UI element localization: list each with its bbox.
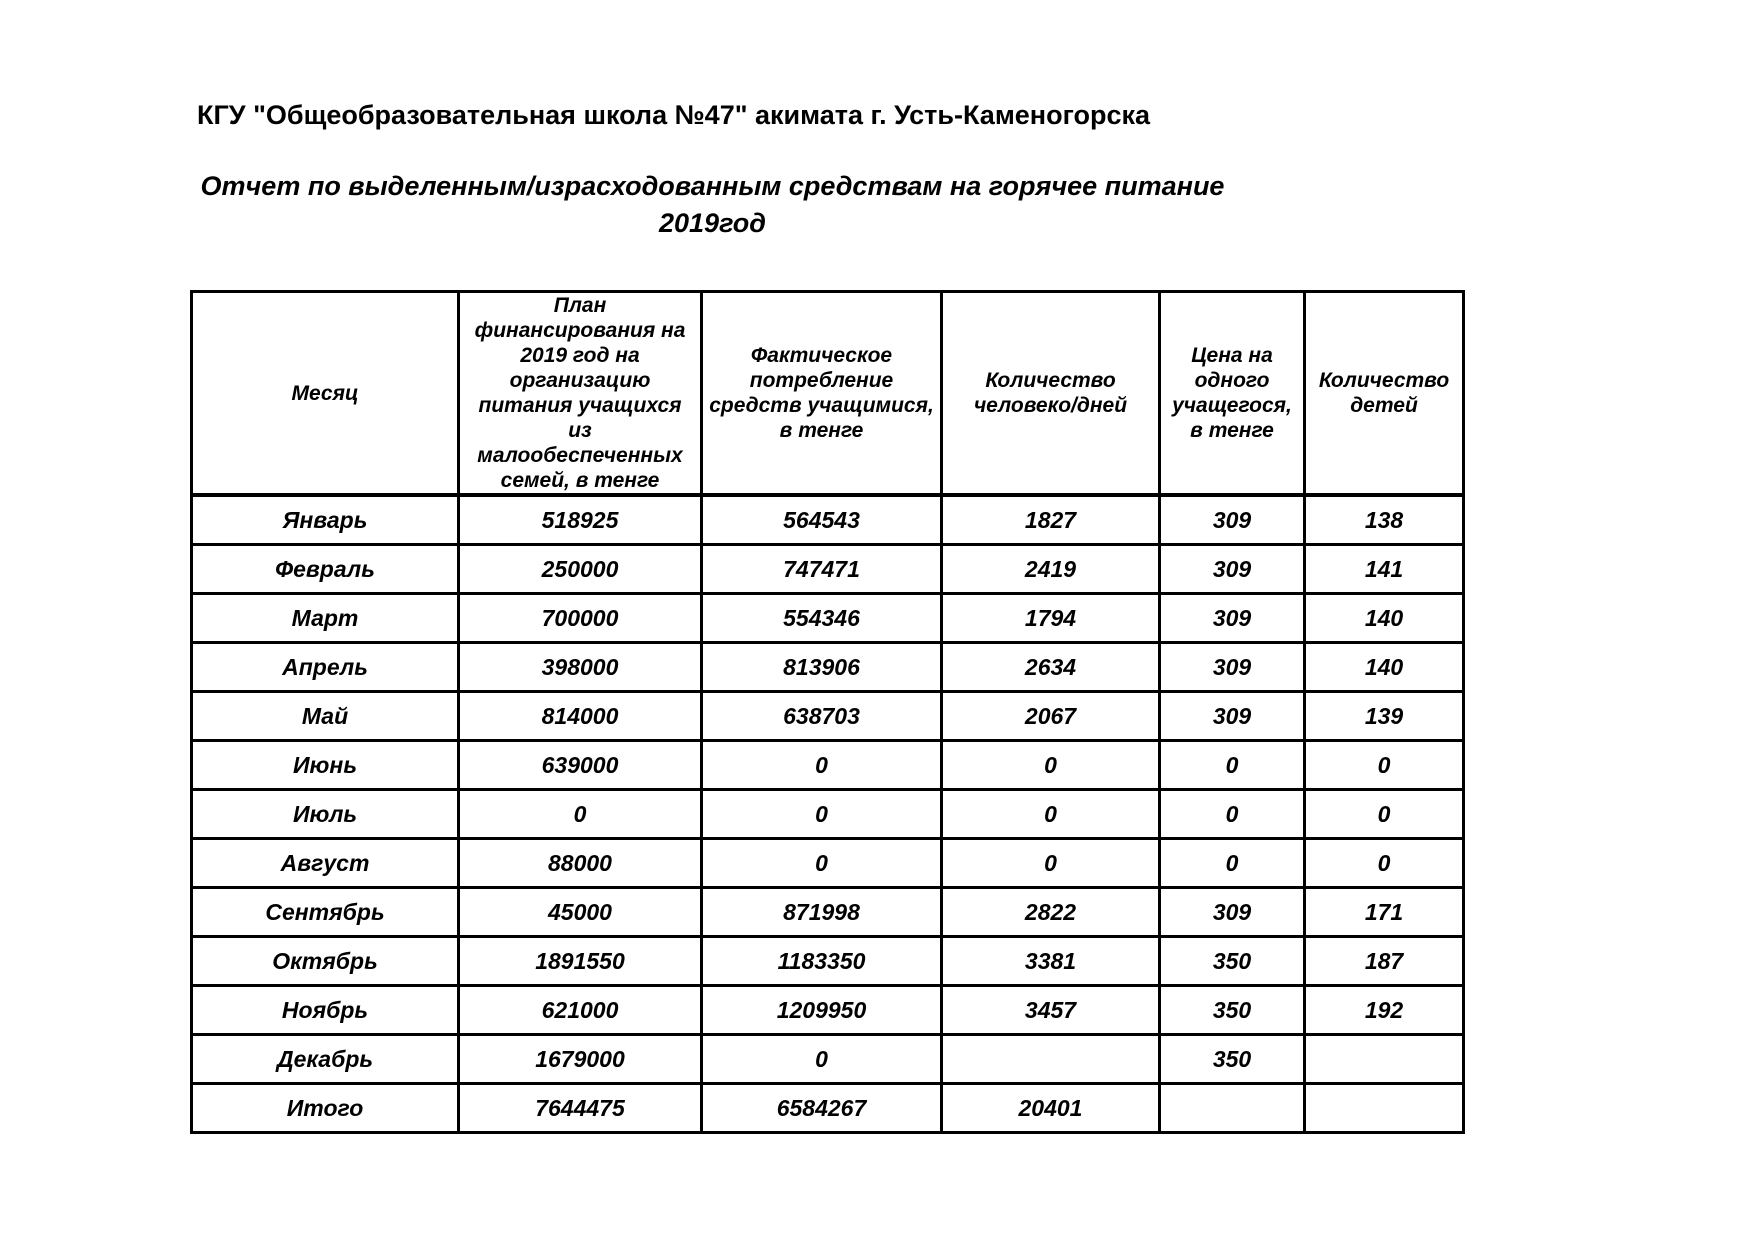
table-cell: 3457 xyxy=(942,986,1160,1035)
table-cell: 1183350 xyxy=(702,937,942,986)
header-row xyxy=(192,292,1464,496)
table-row xyxy=(192,888,1464,937)
table-cell: 747471 xyxy=(702,545,942,594)
table-cell: 398000 xyxy=(459,643,702,692)
month-cell: Март xyxy=(192,594,459,643)
table-cell: 2419 xyxy=(942,545,1160,594)
table-cell: 350 xyxy=(1160,986,1305,1035)
column-header: Количество детей xyxy=(1305,292,1464,496)
table-cell: 1891550 xyxy=(459,937,702,986)
table-row xyxy=(192,495,1464,545)
table-cell: 0 xyxy=(942,741,1160,790)
month-cell: Декабрь xyxy=(192,1035,459,1084)
table-cell: 0 xyxy=(702,790,942,839)
table-cell: 814000 xyxy=(459,692,702,741)
table-cell: 871998 xyxy=(702,888,942,937)
month-cell: Июнь xyxy=(192,741,459,790)
table-cell: 813906 xyxy=(702,643,942,692)
table-row xyxy=(192,1035,1464,1084)
column-header: Месяц xyxy=(192,292,459,496)
table-cell: 20401 xyxy=(942,1084,1160,1133)
table-row xyxy=(192,839,1464,888)
table-cell: 350 xyxy=(1160,937,1305,986)
table-cell: 309 xyxy=(1160,545,1305,594)
table-cell: 250000 xyxy=(459,545,702,594)
table-cell: 0 xyxy=(1305,839,1464,888)
table-cell: 309 xyxy=(1160,888,1305,937)
table-cell: 350 xyxy=(1160,1035,1305,1084)
table-cell: 1827 xyxy=(942,495,1160,545)
table-cell: 3381 xyxy=(942,937,1160,986)
table-cell: 554346 xyxy=(702,594,942,643)
table-row xyxy=(192,643,1464,692)
table-cell: 192 xyxy=(1305,986,1464,1035)
table-cell: 309 xyxy=(1160,643,1305,692)
table-cell: 0 xyxy=(1160,790,1305,839)
table-header xyxy=(192,292,1464,496)
table-row xyxy=(192,986,1464,1035)
report-table xyxy=(190,290,1465,1134)
table-cell: 0 xyxy=(1160,741,1305,790)
column-header: Количество человеко/дней xyxy=(942,292,1160,496)
table-cell: 0 xyxy=(702,1035,942,1084)
table-cell: 0 xyxy=(1160,839,1305,888)
table-cell: 2067 xyxy=(942,692,1160,741)
table-cell: 0 xyxy=(702,741,942,790)
table-cell: 2634 xyxy=(942,643,1160,692)
month-cell: Июль xyxy=(192,790,459,839)
total-row xyxy=(192,1084,1464,1133)
table-cell: 1679000 xyxy=(459,1035,702,1084)
table-row xyxy=(192,594,1464,643)
month-cell: Август xyxy=(192,839,459,888)
table-cell: 518925 xyxy=(459,495,702,545)
table-cell: 45000 xyxy=(459,888,702,937)
month-cell: Сентябрь xyxy=(192,888,459,937)
table-cell: 0 xyxy=(1305,741,1464,790)
table-cell: 7644475 xyxy=(459,1084,702,1133)
table-cell xyxy=(942,1035,1160,1084)
table-row xyxy=(192,741,1464,790)
table-cell: 1794 xyxy=(942,594,1160,643)
month-cell: Итого xyxy=(192,1084,459,1133)
column-header: План финансирования на 2019 год на организацию питания учащихся из малообеспеченных семей, в тенге xyxy=(459,292,702,496)
table-cell: 0 xyxy=(942,839,1160,888)
table-cell xyxy=(1305,1084,1464,1133)
table-cell: 6584267 xyxy=(702,1084,942,1133)
table-cell: 140 xyxy=(1305,594,1464,643)
table-cell: 139 xyxy=(1305,692,1464,741)
subtitle-line-2: 2019год xyxy=(659,208,766,238)
month-cell: Апрель xyxy=(192,643,459,692)
table-cell: 638703 xyxy=(702,692,942,741)
table-cell: 309 xyxy=(1160,692,1305,741)
table-cell: 0 xyxy=(459,790,702,839)
table-cell: 564543 xyxy=(702,495,942,545)
table-cell: 88000 xyxy=(459,839,702,888)
table-cell: 0 xyxy=(702,839,942,888)
table-cell: 0 xyxy=(1305,790,1464,839)
table-row xyxy=(192,545,1464,594)
month-cell: Январь xyxy=(192,495,459,545)
table-cell: 621000 xyxy=(459,986,702,1035)
column-header: Цена на одного учащегося, в тенге xyxy=(1160,292,1305,496)
month-cell: Май xyxy=(192,692,459,741)
table-body xyxy=(192,495,1464,1133)
month-cell: Октябрь xyxy=(192,937,459,986)
table-cell: 1209950 xyxy=(702,986,942,1035)
table-cell: 141 xyxy=(1305,545,1464,594)
table-cell: 138 xyxy=(1305,495,1464,545)
month-cell: Ноябрь xyxy=(192,986,459,1035)
table-cell: 187 xyxy=(1305,937,1464,986)
table-cell: 0 xyxy=(942,790,1160,839)
table-cell: 2822 xyxy=(942,888,1160,937)
table-cell: 700000 xyxy=(459,594,702,643)
table-row xyxy=(192,937,1464,986)
subtitle-line-1: Отчет по выделенным/израсходованным средствам на горячее питание xyxy=(200,171,1225,201)
page-title: КГУ "Общеобразовательная школа №47" акимата г. Усть-Каменогорска xyxy=(197,100,1151,130)
table-cell xyxy=(1160,1084,1305,1133)
table-cell: 309 xyxy=(1160,594,1305,643)
month-cell: Февраль xyxy=(192,545,459,594)
table-row xyxy=(192,790,1464,839)
table-cell: 171 xyxy=(1305,888,1464,937)
report-subtitle xyxy=(190,168,1235,242)
table-cell xyxy=(1305,1035,1464,1084)
table-cell: 140 xyxy=(1305,643,1464,692)
table-cell: 639000 xyxy=(459,741,702,790)
table-row xyxy=(192,692,1464,741)
column-header: Фактическое потребление средств учащимися, в тенге xyxy=(702,292,942,496)
table-cell: 309 xyxy=(1160,495,1305,545)
